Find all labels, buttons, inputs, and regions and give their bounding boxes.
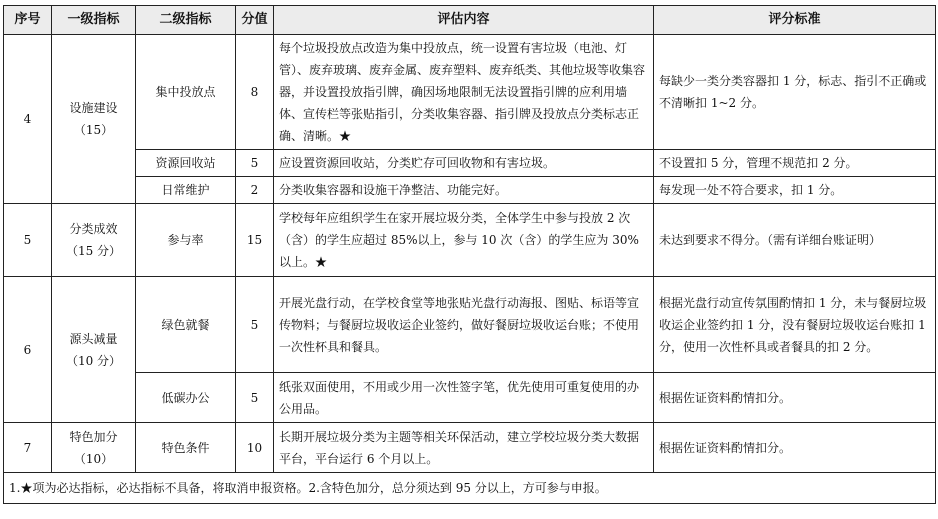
row-criteria: 未达到要求不得分。（需有详细台账证明） — [654, 204, 936, 277]
table-row — [4, 423, 936, 473]
footnote: 1.★项为必达指标，必达指标不具备，将取消申报资格。2.含特色加分，总分须达到 95 分以上，方可参与申报。 — [4, 473, 936, 504]
row-criteria: 每缺少一类分类容器扣 1 分，标志、指引不正确或不清晰扣 1~2 分。 — [654, 35, 936, 150]
row-level2: 参与率 — [136, 204, 236, 277]
row-score: 5 — [236, 277, 274, 373]
table-row — [4, 177, 936, 204]
table-row — [4, 150, 936, 177]
row-level1: 源头减量 （10 分） — [52, 277, 136, 423]
row-criteria: 根据佐证资料酌情扣分。 — [654, 423, 936, 473]
row-content: 开展光盘行动，在学校食堂等地张贴光盘行动海报、图贴、标语等宣传物料；与餐厨垃圾收运企业签约，做好餐厨垃圾收运台账；不使用一次性杯具和餐具。 — [274, 277, 654, 373]
row-content: 分类收集容器和设施干净整洁、功能完好。 — [274, 177, 654, 204]
row-level1: 分类成效 （15 分） — [52, 204, 136, 277]
row-no: 4 — [4, 35, 52, 204]
evaluation-table — [3, 5, 936, 504]
header-score: 分值 — [236, 6, 274, 35]
row-level1: 特色加分 （10） — [52, 423, 136, 473]
row-criteria: 每发现一处不符合要求，扣 1 分。 — [654, 177, 936, 204]
row-level2: 资源回收站 — [136, 150, 236, 177]
row-content: 纸张双面使用，不用或少用一次性签字笔，优先使用可重复使用的办公用品。 — [274, 373, 654, 423]
row-content: 应设置资源回收站，分类贮存可回收物和有害垃圾。 — [274, 150, 654, 177]
header-row — [4, 6, 936, 35]
row-level2: 特色条件 — [136, 423, 236, 473]
row-score: 5 — [236, 150, 274, 177]
row-level2: 绿色就餐 — [136, 277, 236, 373]
row-content: 长期开展垃圾分类为主题等相关环保活动，建立学校垃圾分类大数据平台，平台运行 6 个月以上。 — [274, 423, 654, 473]
table-row — [4, 35, 936, 150]
row-score: 10 — [236, 423, 274, 473]
row-no: 7 — [4, 423, 52, 473]
row-content: 每个垃圾投放点改造为集中投放点，统一设置有害垃圾（电池、灯管）、废弃玻璃、废弃金属、废弃塑料、废弃纸类、其他垃圾等收集容器，并设置投放指引牌，确因场地限制无法设置指引牌的应利用墙体、宣传栏等张贴指引，分类收集容器、指引牌及投放点分类标志正确、清晰。★ — [274, 35, 654, 150]
table-row — [4, 373, 936, 423]
header-no: 序号 — [4, 6, 52, 35]
row-criteria: 不设置扣 5 分，管理不规范扣 2 分。 — [654, 150, 936, 177]
header-content: 评估内容 — [274, 6, 654, 35]
header-criteria: 评分标准 — [654, 6, 936, 35]
table-row — [4, 204, 936, 277]
row-level2: 低碳办公 — [136, 373, 236, 423]
row-criteria: 根据佐证资料酌情扣分。 — [654, 373, 936, 423]
row-content: 学校每年应组织学生在家开展垃圾分类，全体学生中参与投放 2 次（含）的学生应超过 85%以上，参与 10 次（含）的学生应为 30%以上。★ — [274, 204, 654, 277]
row-level2: 集中投放点 — [136, 35, 236, 150]
header-level1: 一级指标 — [52, 6, 136, 35]
row-score: 5 — [236, 373, 274, 423]
row-no: 6 — [4, 277, 52, 423]
row-level2: 日常维护 — [136, 177, 236, 204]
header-level2: 二级指标 — [136, 6, 236, 35]
row-criteria: 根据光盘行动宣传氛围酌情扣 1 分，未与餐厨垃圾收运企业签约扣 1 分，没有餐厨垃圾收运台账扣 1 分，使用一次性杯具或者餐具的扣 2 分。 — [654, 277, 936, 373]
table-row — [4, 277, 936, 373]
row-score: 8 — [236, 35, 274, 150]
row-no: 5 — [4, 204, 52, 277]
row-score: 15 — [236, 204, 274, 277]
row-score: 2 — [236, 177, 274, 204]
row-level1: 设施建设 （15） — [52, 35, 136, 204]
footnote-row — [4, 473, 936, 504]
